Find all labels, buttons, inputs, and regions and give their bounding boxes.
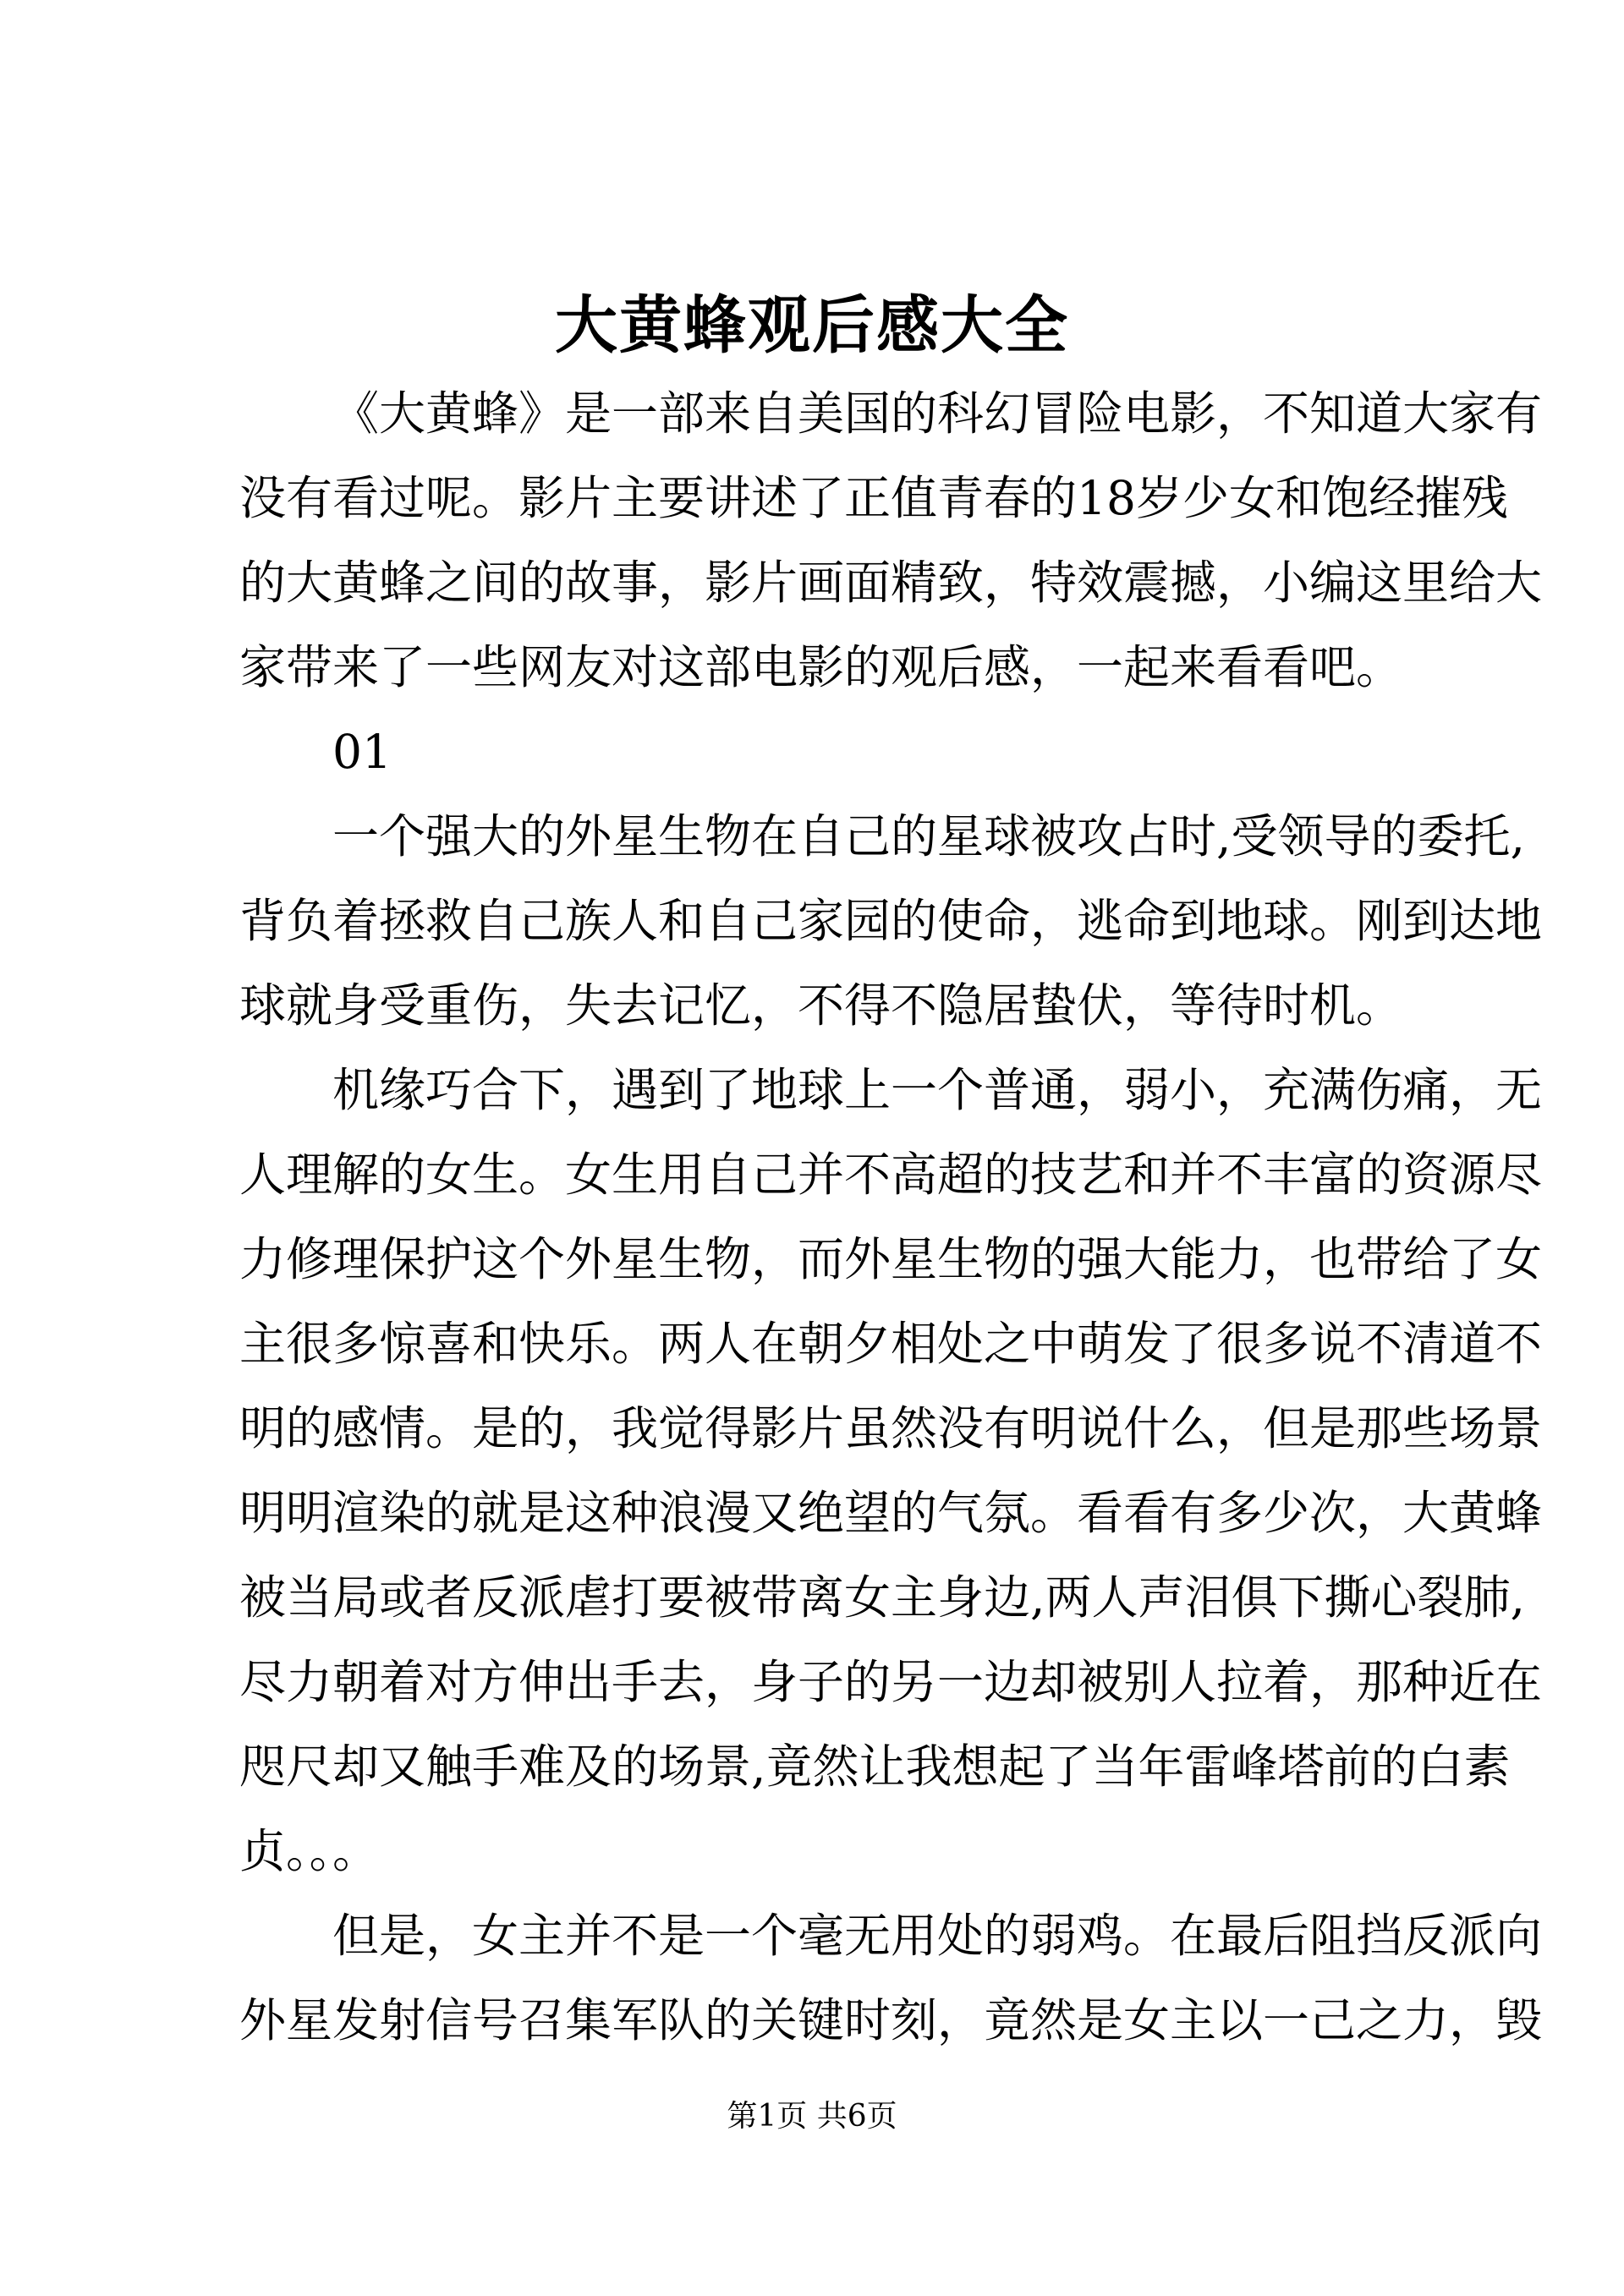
document-title: 大黄蜂观后感大全 bbox=[555, 289, 1069, 362]
paragraph-1-line: 家带来了一些网友对这部电影的观后感，一起来看看吧。 bbox=[239, 640, 1403, 694]
paragraph-4-line: 明的感情。是的，我觉得影片虽然没有明说什么，但是那些场景 bbox=[239, 1401, 1543, 1455]
paragraph-1-line: 没有看过呢。影片主要讲述了正值青春的18岁少女和饱经摧残 bbox=[239, 471, 1508, 525]
paragraph-4-line: 机缘巧合下，遇到了地球上一个普通，弱小，充满伤痛，无 bbox=[332, 1063, 1543, 1117]
paragraph-5-line: 但是，女主并不是一个毫无用处的弱鸡。在最后阻挡反派向 bbox=[332, 1909, 1543, 1963]
page-footer: 第1页 共6页 bbox=[727, 2099, 897, 2134]
paragraph-4-line: 主很多惊喜和快乐。两人在朝夕相处之中萌发了很多说不清道不 bbox=[239, 1317, 1543, 1371]
paragraph-2-line: 01 bbox=[332, 725, 392, 779]
paragraph-5-line: 外星发射信号召集军队的关键时刻，竟然是女主以一己之力，毁 bbox=[239, 1993, 1543, 2047]
paragraph-4-line: 明明渲染的就是这种浪漫又绝望的气氛。看看有多少次，大黄蜂 bbox=[239, 1486, 1543, 1540]
paragraph-4-line: 贞。。。 bbox=[239, 1824, 380, 1878]
paragraph-1-line: 的大黄蜂之间的故事，影片画面精致，特效震撼，小编这里给大 bbox=[239, 556, 1543, 610]
paragraph-3-line: 球就身受重伤，失去记忆，不得不隐居蛰伏，等待时机。 bbox=[239, 978, 1403, 1033]
paragraph-4-line: 咫尺却又触手难及的场景,竟然让我想起了当年雷峰塔前的白素 bbox=[239, 1740, 1511, 1794]
paragraph-3-line: 背负着拯救自己族人和自己家园的使命，逃命到地球。刚到达地 bbox=[239, 894, 1543, 948]
paragraph-4-line: 尽力朝着对方伸出手去，身子的另一边却被别人拉着，那种近在 bbox=[239, 1655, 1543, 1709]
paragraph-4-line: 人理解的女生。女生用自己并不高超的技艺和并不丰富的资源尽 bbox=[239, 1148, 1543, 1202]
paragraph-3-line: 一个强大的外星生物在自己的星球被攻占时,受领导的委托, bbox=[332, 809, 1525, 863]
paragraph-1-line: 《大黄蜂》是一部来自美国的科幻冒险电影，不知道大家有 bbox=[332, 386, 1543, 441]
paragraph-4-line: 力修理保护这个外星生物，而外星生物的强大能力，也带给了女 bbox=[239, 1232, 1543, 1286]
paragraph-4-line: 被当局或者反派虐打要被带离女主身边,两人声泪俱下撕心裂肺, bbox=[239, 1570, 1525, 1625]
